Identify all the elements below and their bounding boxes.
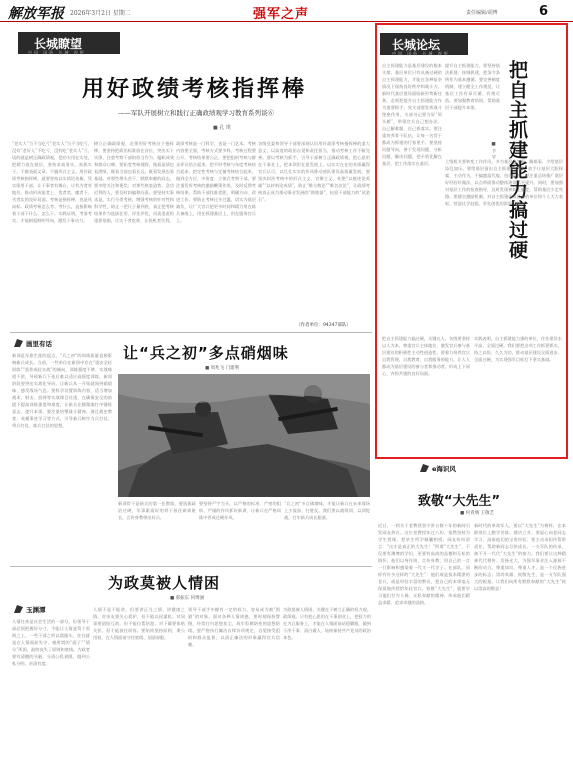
column-label-haishifeng: e海识风: [420, 463, 490, 473]
bottom-body-col4: 为政莫被人情困，关键在于树立正确的权力观、政绩观。只有把心思用在干事创业上，把权力用在为兵服务上，才能在人情面前站稳脚跟，做到干净干事、清白做人，始终保持共产党员的政治本色。: [283, 607, 371, 640]
smoke-body-col3: 要坚持严字当头，以严格的标准、严密的组织、严谨的作风抓好新训，让新兵在严格训练中养成过硬作风。: [199, 501, 281, 520]
bottom-byline: ■ 郝振东 何博涵: [170, 596, 205, 601]
pen-icon: [14, 339, 23, 347]
bottom-body-col1: 人情往来是社会生活的一部分，但领导干部必须把握好分寸，不能让人情凌驾于原则之上。一些干部之所以栽跟头，往往就是在人情面前失守，被所谓的“面子”“情分”所困，最终丧失了原则和底线。为政者要有清醒的头脑，分清公私界限，做到公私分明、亲清有度。: [12, 619, 90, 666]
main-source: （作者单位：94347部队）: [296, 323, 351, 328]
bottom-body-col2: 人情不是不能讲，但要讲正当之情、讲健康之情。对亲友要关心爱护，但不能以权谋私；对同事要团结互助，但不能拉帮结派；对下属要体贴关怀，但不能放任纵容。要始终坚持原则，秉公用权，在人情面前守住底线、划清界限。: [93, 607, 185, 640]
side-body-col2: 提升自主抓建能力，要坚持依法抓建、按纲抓建，把条令条例作为基本遵循。要完善制度机制，建立健全工作规范，让基层工作有章可循、有规可依。要加强教育培训，帮助基层干部提升本领。: [445, 63, 500, 110]
teacher-body-col2: 新时代的革命军人，要以“大先生”为榜样，在本职岗位上勤学苦练、建功立业。要虚心向老同志学习，汲取他们的宝贵经验；要主动承担传帮带责任，帮助新同志尽快成长。一支军队的传承，离不开一代代“大先生”的接力。我们要让这种精神代代相传、发扬光大，为强军事业注入源源不断的动力。尊重知识、尊重人才，是一个民族进步的标志；崇尚英雄、致敬先生，是一支军队强大的根基。让我们向所有默默奉献的“大先生”致以崇高的敬意！: [474, 523, 566, 591]
main-body-col3: 政绩考核是一门科学，也是一门艺术。考核内容要全面，考核方式要多样，考核过程要公开，考核结果要公正。要把组织考核与群众评议结合起来，把平时考核与年度考核结合起来，把定性考核与定量考核结合起来，做到全方位、多角度、立体式考察干部。要注重发挥考核的激励鞭策作用，及时反馈考核结果，帮助干部找准差距、明确方向、改进工作。要防止考核过多过滥，切实为基层减负，让广大官兵把更多时间和精力用在练兵备战上，用在抓建基层上，用在服务官兵上。: [176, 141, 256, 223]
teacher-byline: ■ 何青璃 王敬艺: [460, 511, 495, 516]
side-headline: 把自主抓建能力搞过硬: [506, 60, 528, 260]
column-title: 长城瞭望: [34, 37, 83, 51]
column-title: 长城论坛: [392, 38, 441, 52]
pen-icon: [14, 605, 23, 613]
side-body-col5: 实践表明，自主抓建能力强的单位，往往建设水平高、全面过硬。我们要把这项工作抓紧抓实，持之以恒、久久为功，推动基层建设全面进步、全面过硬，为实现强军目标打下坚实基础。: [474, 336, 562, 362]
teacher-headline: 致敬“大先生”: [418, 494, 501, 509]
smoke-body-col1: 新训是军旅生涯的起点，“兵之初”的训练质量直接影响新兵成长。当前，一些单位在新训中存在“重安全轻训练”“重养成轻实战”的倾向，训练强度不够、实战味道不浓，导致新兵下连后难以适应高强度训练。新训阶段要突出实战化导向，让新兵从一开始就闻到硝烟味、感受战场气息。要科学设置训练内容，适当增加战术、射击、投弹等实战课目比重，在确保安全的前提下提高训练强度和难度，让新兵在摸爬滚打中锤炼意志、提升本领。要注重培塑战斗精神，通过战史教育、英模事迹学习等方式，引导新兵树牢当兵打仗、带兵打仗、练兵打仗的思想。: [12, 353, 112, 428]
issue-date: 2026年3月2日 星期二: [70, 10, 131, 17]
page-number: 6: [539, 4, 549, 19]
side-body-col4: 把自主抓建能力搞过硬，关键在人。各级要坚持以人为本，尊重官兵主体地位，激发官兵参与基层建设的积极性主动性创造性。要着力培养官兵自我管理、自我教育、自我服务的能力，让人人都成为基层建设的参与者和推动者，形成上下同心、齐抓共建的良好局面。: [382, 336, 470, 376]
section-title: 强军之声: [253, 7, 310, 22]
column-subtitle: 中国 国防 长城 视野: [28, 50, 86, 55]
editor-credit: 责任编辑/胡博: [466, 10, 498, 16]
pen-icon: [420, 464, 429, 472]
smoke-body-col2: 新训骨干是新兵的第一任教练，要选拔政治过硬、军事素质好的骨干担任新训班长，言传身教带出好兵。: [118, 501, 196, 520]
smoke-byline: ■ 周兆飞 门建利: [205, 366, 240, 371]
column-label-huali: 画里有话: [14, 338, 74, 348]
main-body-col2: 树立正确政绩观，必须用好考核这个指挥棒。要坚持把政治标准放在首位，突出实干实绩，注重考察干部的担当作为、履职成效和群众口碑。要拓宽考核视野，既看显绩也看潜绩，既看当前也看长远，既看发展也看基础。对那些埋头苦干、默默奉献的同志，要多给关注和褒奖；对那些热衷造势、急功近利的人，要及时纠偏和问责。要坚持实事求是，实行分类考核，增强考核的针对性和科学性，防止一把尺子量到底，真正把考核结果作为选拔任用、评先评优、问责追责的重要依据，让实干者吃香、让投机者失利。: [94, 141, 174, 223]
bottom-body-col3: 领导干部手中握有一定的权力，容易成为被“围猎”的对象。面对各种人情诱惑，要时刻保持警惕，经常打扫思想灰尘，筑牢拒腐防变的思想防线。要严格执行廉洁自律各项规定，自觉接受组织和群众监督，以清正廉洁的形象赢得官兵信赖。: [188, 607, 280, 647]
divider: [10, 566, 372, 567]
training-photo: [118, 374, 370, 497]
teacher-body-col1: 近日，一则关于老教授坚守讲台数十年的新闻引发网友热议。这位老教授年过八旬，依然坚持为学生授课，把毕生所学倾囊相授。网友纷纷留言：“这才是真正的大先生！”所谓“大先生”，不仅要有渊博的学识，更要有高尚的品德和无私的情怀。他们以身作则、言传身教，用自己的一言一行影响和感染着一代又一代学子。在部队，同样有许多这样的“大先生”：他们或是技术精湛的老兵，或是经验丰富的教员，把自己的本领毫无保留地传授给年轻官兵。致敬“大先生”，就要学习他们甘为人梯、无私奉献的精神，传承他们精益求精、追求卓越的品格。: [378, 523, 470, 605]
smoke-headline: 让“兵之初”多点硝烟味: [123, 344, 289, 362]
soldiers-image: [118, 374, 370, 497]
main-byline: ■ 孔 琪: [213, 125, 231, 131]
main-subhead: ——军队开展树立和践行正确政绩观学习教育系列谈⑥: [118, 109, 274, 117]
side-body-col3: 上级机关要转变工作作风，多为基层办实事、解难事，少给基层添乱加压。要给基层留出自主抓建的空间，放手让基层大胆探索、主动作为，不搞越俎代庖、包办代替。要注重总结推广基层好经验好做法，以点带面推动整体建设水平提升。同时，要加强对基层工作的检查指导，及时发现和纠正偏差，帮助基层少走弯路。要健全激励机制，对自主抓建成效显著的单位和个人大力表彰，营造比学赶超、争先创优的浓厚氛围。: [445, 159, 563, 206]
divider: [10, 332, 372, 333]
column-label-yuyuantan: 玉渊潭: [14, 604, 74, 614]
main-body-col1: “老实人”当不当吃亏“老实人”当不当吃亏，没有“老好人”不吃亏，没有吃“老实人”亏，谈的就是树正确政绩观，把功夫用在实处，把精力放在基层，坚持求真务实，真抓实干，不做表面文章，不搞形式主义。用好政绩考核指挥棒，就要坚持以实绩论英雄，凭实绩用干部，让干事者有舞台，让有为者有地位，推动形成能者上、优者奖、庸者下、劣者汰的良好局面。考核是指挥棒，也是风向标。政绩考核怎么考、考什么，直接影响着干部干什么、怎么干。实践证明，考准考实，才能树起鲜明导向，激发干事动力。: [12, 141, 92, 223]
newspaper-logo: 解放军报: [8, 6, 64, 22]
smoke-body-col4: “兵之初”多点硝烟味，才能让新兵在未来战场上少流血、打胜仗。我们要以战领训、以训促战，打牢新兵成长根基。: [284, 501, 370, 520]
bottom-headline: 为政莫被人情困: [108, 574, 221, 592]
main-headline: 用好政绩考核指挥棒: [82, 77, 308, 102]
main-body-col4: 各级党委和领导干部要深刻认识用好政绩考核指挥棒的重大意义，以高度的政治自觉和责任担当，推动考核工作不断完善。要以考核为抓手，引导干部树立正确政绩观，把心思用在干事业上，把本领用在促发展上，以实实在在的业绩赢得官兵认可，以扎扎实实的作风推动部队建设高质量发展。要坚决纠治考核中的形式主义、官僚主义，杜绝“以痕迹论英雄”“以材料论成绩”，防止“唯分数论”“唯名次论”，让政绩考核真正成为推动事业发展的“助推器”、检验干部能力的“试金石”。: [258, 141, 370, 202]
side-byline: ■ 卞 宇: [491, 142, 496, 159]
side-body-col1: 自主抓建能力是基层建设的根本支撑。基层单位只有具备过硬的自主抓建能力，才能在各种复杂情况下保持良好秩序和战斗力。新时代基层建设面临新形势新任务，必须把提升自主抓建能力作为重要抓手。党支部要发挥战斗堡垒作用，支部书记要当好“领头雁”，带领官兵自己想办法、自己解难题、自己抓落实。要注重培养骨干队伍，让每一名骨干都成为抓建的行家里手。要坚持问题导向，善于发现问题、分析问题、解决问题，把矛盾化解在基层，把工作落实在基层。: [382, 63, 442, 166]
column-subtitle: 中国 国防 长城 视野: [392, 51, 450, 56]
